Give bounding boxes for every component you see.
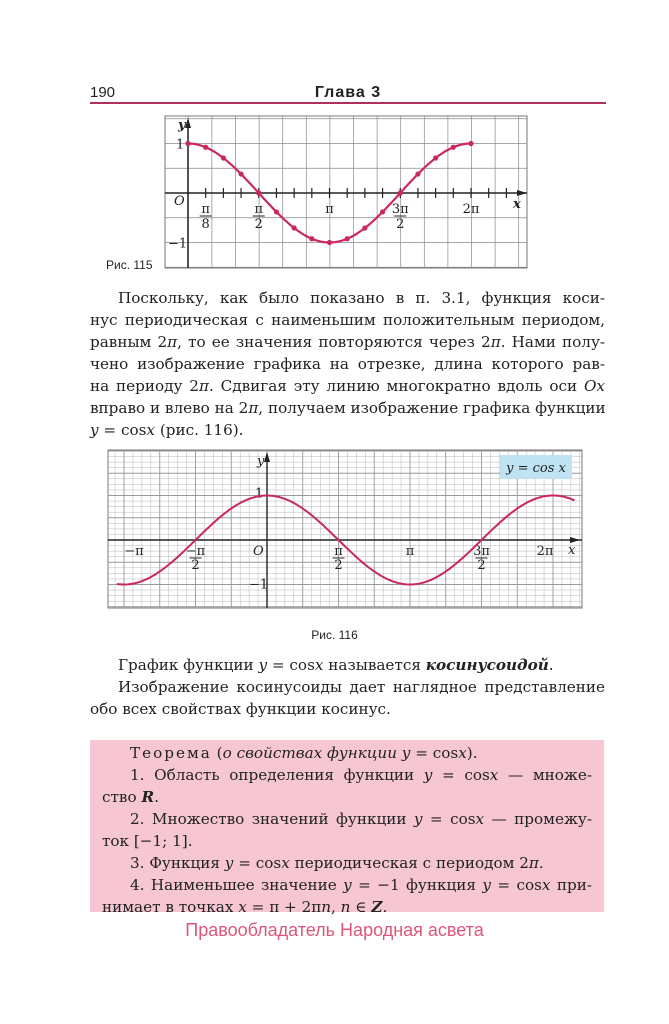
chapter-title: Глава 3 [314,84,382,101]
text-run: ). [466,744,478,762]
text-run: y [343,876,352,894]
text-run: нус периодическая с наименьшим положительным периодом, [90,311,605,329]
text-line [102,786,592,808]
text-line [102,896,592,918]
text-line [102,830,592,852]
text-run: Теорема [130,744,212,762]
text-run: = cos [422,810,476,828]
text-line [90,698,605,720]
x-tick-label: 2 [191,558,200,573]
text-run: , то ее значения повторяются через 2 [177,333,491,351]
origin-label: O [174,194,185,209]
paragraph-2 [90,654,605,720]
text-run: обо всех свойствах функции косинус. [90,700,391,718]
text-run: y [413,810,423,828]
x-tick-label: 2 [396,217,405,232]
text-run: = cos [98,421,147,439]
origin-label: O [253,544,264,559]
text-run: Z [371,898,383,916]
text-run: ( [211,744,223,762]
text-run: при- [550,876,592,894]
text-run: π [490,333,501,351]
text-run: π [198,377,209,395]
text-run: π [248,399,259,417]
text-run: y [423,766,433,784]
text-run: 3. Функция [130,854,225,872]
x-tick-label: 2π [462,202,480,217]
text-run: ∈ [350,898,372,916]
y-tick-label: −1 [249,577,269,593]
text-run: периодическая с периодом 2 [289,854,529,872]
text-run: . Сдвигая эту линию многократно вдоль оси [208,377,584,395]
page-number: 190 [90,84,116,101]
text-run: n [340,898,351,916]
text-run: = cos [233,854,282,872]
copyright-footer: Правообладатель Народная асвета [185,920,484,940]
text-run: = cos [267,656,315,674]
text-run: вправо и влево на 2 [90,399,249,417]
x-tick-label: 2 [477,558,486,573]
x-tick-label: −π [124,544,144,559]
x-axis-label: x [513,197,521,212]
text-run: π [167,333,178,351]
y-axis-label: y [257,454,265,469]
text-run: косинусоидой [425,656,549,674]
text-run: R [141,788,155,806]
text-run: — промежу- [484,810,593,828]
text-run: x [541,876,551,894]
text-run: . [382,898,388,916]
text-run: x [458,744,467,762]
text-run: нимает в точках [102,898,239,916]
text-run: x [146,421,155,439]
text-run: , [331,898,341,916]
text-run: — множе- [498,766,593,784]
text-run: = cos [432,766,490,784]
text-run: y [224,854,234,872]
text-run: чено изображение графика на отрезке, длина которого рав- [90,355,605,373]
text-run: Изображение косинусоиды дает наглядное представление [118,678,605,696]
text-run: = π + 2π [246,898,322,916]
figure-116-caption: Рис. 116 [311,628,358,642]
x-tick-label: π [405,544,415,559]
text-run: = cos [410,744,459,762]
text-run: = −1 функция [351,876,483,894]
text-run: = cos [490,876,542,894]
text-run: π [528,854,539,872]
text-run: ток [−1; 1]. [102,832,193,850]
text-run: x [475,810,485,828]
text-run: 2. Множество значений функции [130,810,414,828]
text-run: 1. Область определения функции [130,766,424,784]
text-run: (рис. 116). [155,421,244,439]
text-run: x [238,898,247,916]
x-tick-label: π [334,544,343,559]
text-run: График функции [118,656,259,674]
x-axis-label: x [568,543,576,558]
x-tick-label: π [254,202,264,217]
y-tick-label: 1 [255,486,264,502]
text-run: . Нами полу- [500,333,606,351]
text-line [102,852,592,874]
text-run: . [538,854,544,872]
text-run: x [489,766,499,784]
text-run: y [258,656,268,674]
text-run: x [281,854,290,872]
text-line [102,764,592,786]
x-tick-label: 3π [473,544,490,559]
theorem-text [102,742,592,918]
x-tick-label: 8 [201,217,210,232]
x-tick-label: 2 [254,217,263,232]
y-tick-label: −1 [168,236,188,252]
text-run: x [314,656,324,674]
text-run: y [482,876,491,894]
y-axis-label: y [178,118,186,133]
text-run: Поскольку, как было показано в п. 3.1, функция коси- [118,289,605,307]
text-run: ство [102,788,142,806]
text-run: n [321,898,332,916]
text-run: на периоду 2 [90,377,199,395]
x-tick-label: π [201,202,210,217]
text-line [102,808,592,830]
text-run: . [154,788,159,806]
x-tick-label: π [325,202,334,217]
text-line [102,742,592,764]
figure-115-caption: Рис. 115 [106,258,153,272]
text-line [90,676,605,698]
x-tick-label: 2π [536,544,554,559]
text-run: о свойствах функции y [222,744,411,762]
text-line [102,874,592,896]
legend-label: y = cos x [506,461,566,476]
text-run: . [548,656,554,674]
x-tick-label: 2 [334,558,343,573]
text-run: называется [323,656,426,674]
text-run: , получаем изображение графика функции [258,399,606,417]
x-tick-label: −π [185,544,206,559]
x-tick-label: 3π [391,202,409,217]
text-run: Ox [583,377,605,395]
text-run: y [90,421,99,439]
text-run: равным 2 [90,333,168,351]
text-run: 4. Наименьшее значение [130,876,344,894]
text-line [90,654,605,676]
y-tick-label: 1 [176,137,185,153]
